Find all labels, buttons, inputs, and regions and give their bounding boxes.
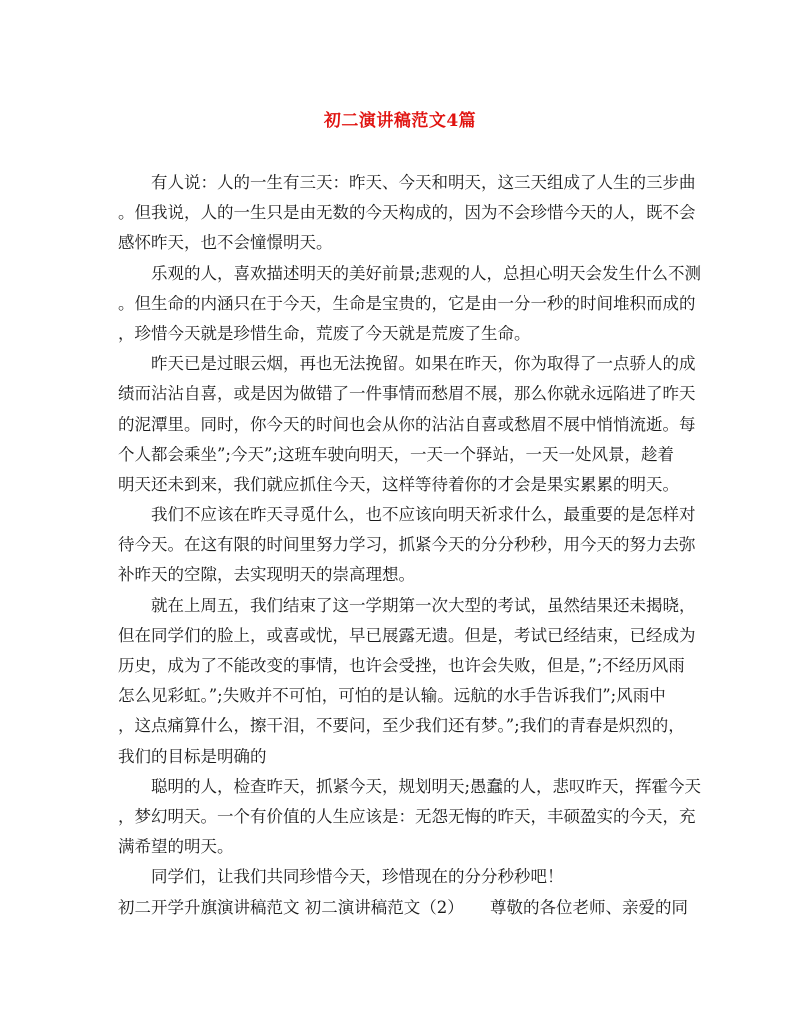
- text-line: 个人都会乘坐”;今天”;这班车驶向明天，一天一个驿站，一天一处风景，趁着: [118, 444, 674, 464]
- paragraph: [118, 591, 696, 772]
- text-line: 但在同学们的脸上，或喜或忧，早已展露无遗。但是，考试已经结束，已经成为: [118, 625, 696, 645]
- text-line: 的泥潭里。同时，你今天的时间也会从你的沾沾自喜或愁眉不展中悄悄流逝。每: [118, 414, 696, 434]
- text-line: 同学们，让我们共同珍惜今天，珍惜现在的分分秒秒吧！: [151, 867, 564, 887]
- text-line: 乐观的人，喜欢描述明天的美好前景;悲观的人，总担心明天会发生什么不测: [151, 263, 702, 283]
- text-line: 有人说：人的一生有三天：昨天、今天和明天，这三天组成了人生的三步曲: [151, 173, 696, 192]
- text-line: 绩而沾沾自喜，或是因为做错了一件事情而愁眉不展，那么你就永远陷进了昨天: [118, 384, 696, 404]
- text-line: 感怀昨天，也不会憧憬明天。: [118, 233, 333, 253]
- paragraph: [118, 862, 688, 892]
- text-line: 明天还未到来，我们就应抓住今天，这样等待着你的才会是果实累累的明天。: [118, 474, 679, 494]
- paragraph: [118, 772, 702, 863]
- text-line: ，这点痛算什么，擦干泪，不要问，至少我们还有梦。”;我们的青春是炽烈的，: [118, 716, 685, 736]
- text-line: 我们的目标是明确的: [118, 746, 267, 766]
- document-body: [118, 168, 702, 923]
- text-line: 待今天。在这有限的时间里努力学习，抓紧今天的分分秒秒，用今天的努力去弥: [118, 535, 696, 555]
- paragraph: [118, 259, 702, 350]
- next-section-line: [118, 893, 688, 923]
- text-line: 聪明的人，检查昨天，抓紧今天，规划明天;愚蠢的人，悲叹昨天，挥霍今天: [151, 776, 702, 796]
- text-line: 。但生命的内涵只在于今天，生命是宝贵的，它是由一分一秒的时间堆积而成的: [118, 293, 696, 313]
- text-line: 就在上周五，我们结束了这一学期第一次大型的考试，虽然结果还未揭晓，: [151, 595, 696, 615]
- text-line: 。但我说，人的一生只是由无数的今天构成的，因为不会珍惜今天的人，既不会: [118, 203, 696, 223]
- text-line: 怎么见彩虹。”;失败并不可怕，可怕的是认输。远航的水手告诉我们”;风雨中: [118, 686, 666, 706]
- document-title: 初二演讲稿范文4篇: [323, 111, 477, 131]
- paragraph: [118, 168, 696, 259]
- next-section-start: 尊敬的各位老师、亲爱的同: [490, 897, 688, 917]
- text-line: 我们不应该在昨天寻觅什么，也不应该向明天祈求什么，最重要的是怎样对: [151, 505, 696, 525]
- paragraph: [118, 500, 696, 591]
- text-line: 满希望的明天。: [118, 837, 234, 857]
- paragraph: [118, 349, 696, 500]
- text-line: 补昨天的空隙，去实现明天的崇高理想。: [118, 565, 415, 585]
- text-line: ，梦幻明天。一个有价值的人生应该是：无怨无悔的昨天，丰硕盈实的今天，充: [118, 806, 696, 826]
- next-section-heading: 初二开学升旗演讲稿范文 初二演讲稿范文（2）: [118, 897, 464, 917]
- text-line: 昨天已是过眼云烟，再也无法挽留。如果在昨天，你为取得了一点骄人的成: [151, 354, 696, 374]
- text-line: ，珍惜今天就是珍惜生命，荒废了今天就是荒废了生命。: [118, 323, 531, 343]
- text-line: 历史，成为了不能改变的事情，也许会受挫，也许会失败，但是，”;不经历风雨: [118, 656, 685, 675]
